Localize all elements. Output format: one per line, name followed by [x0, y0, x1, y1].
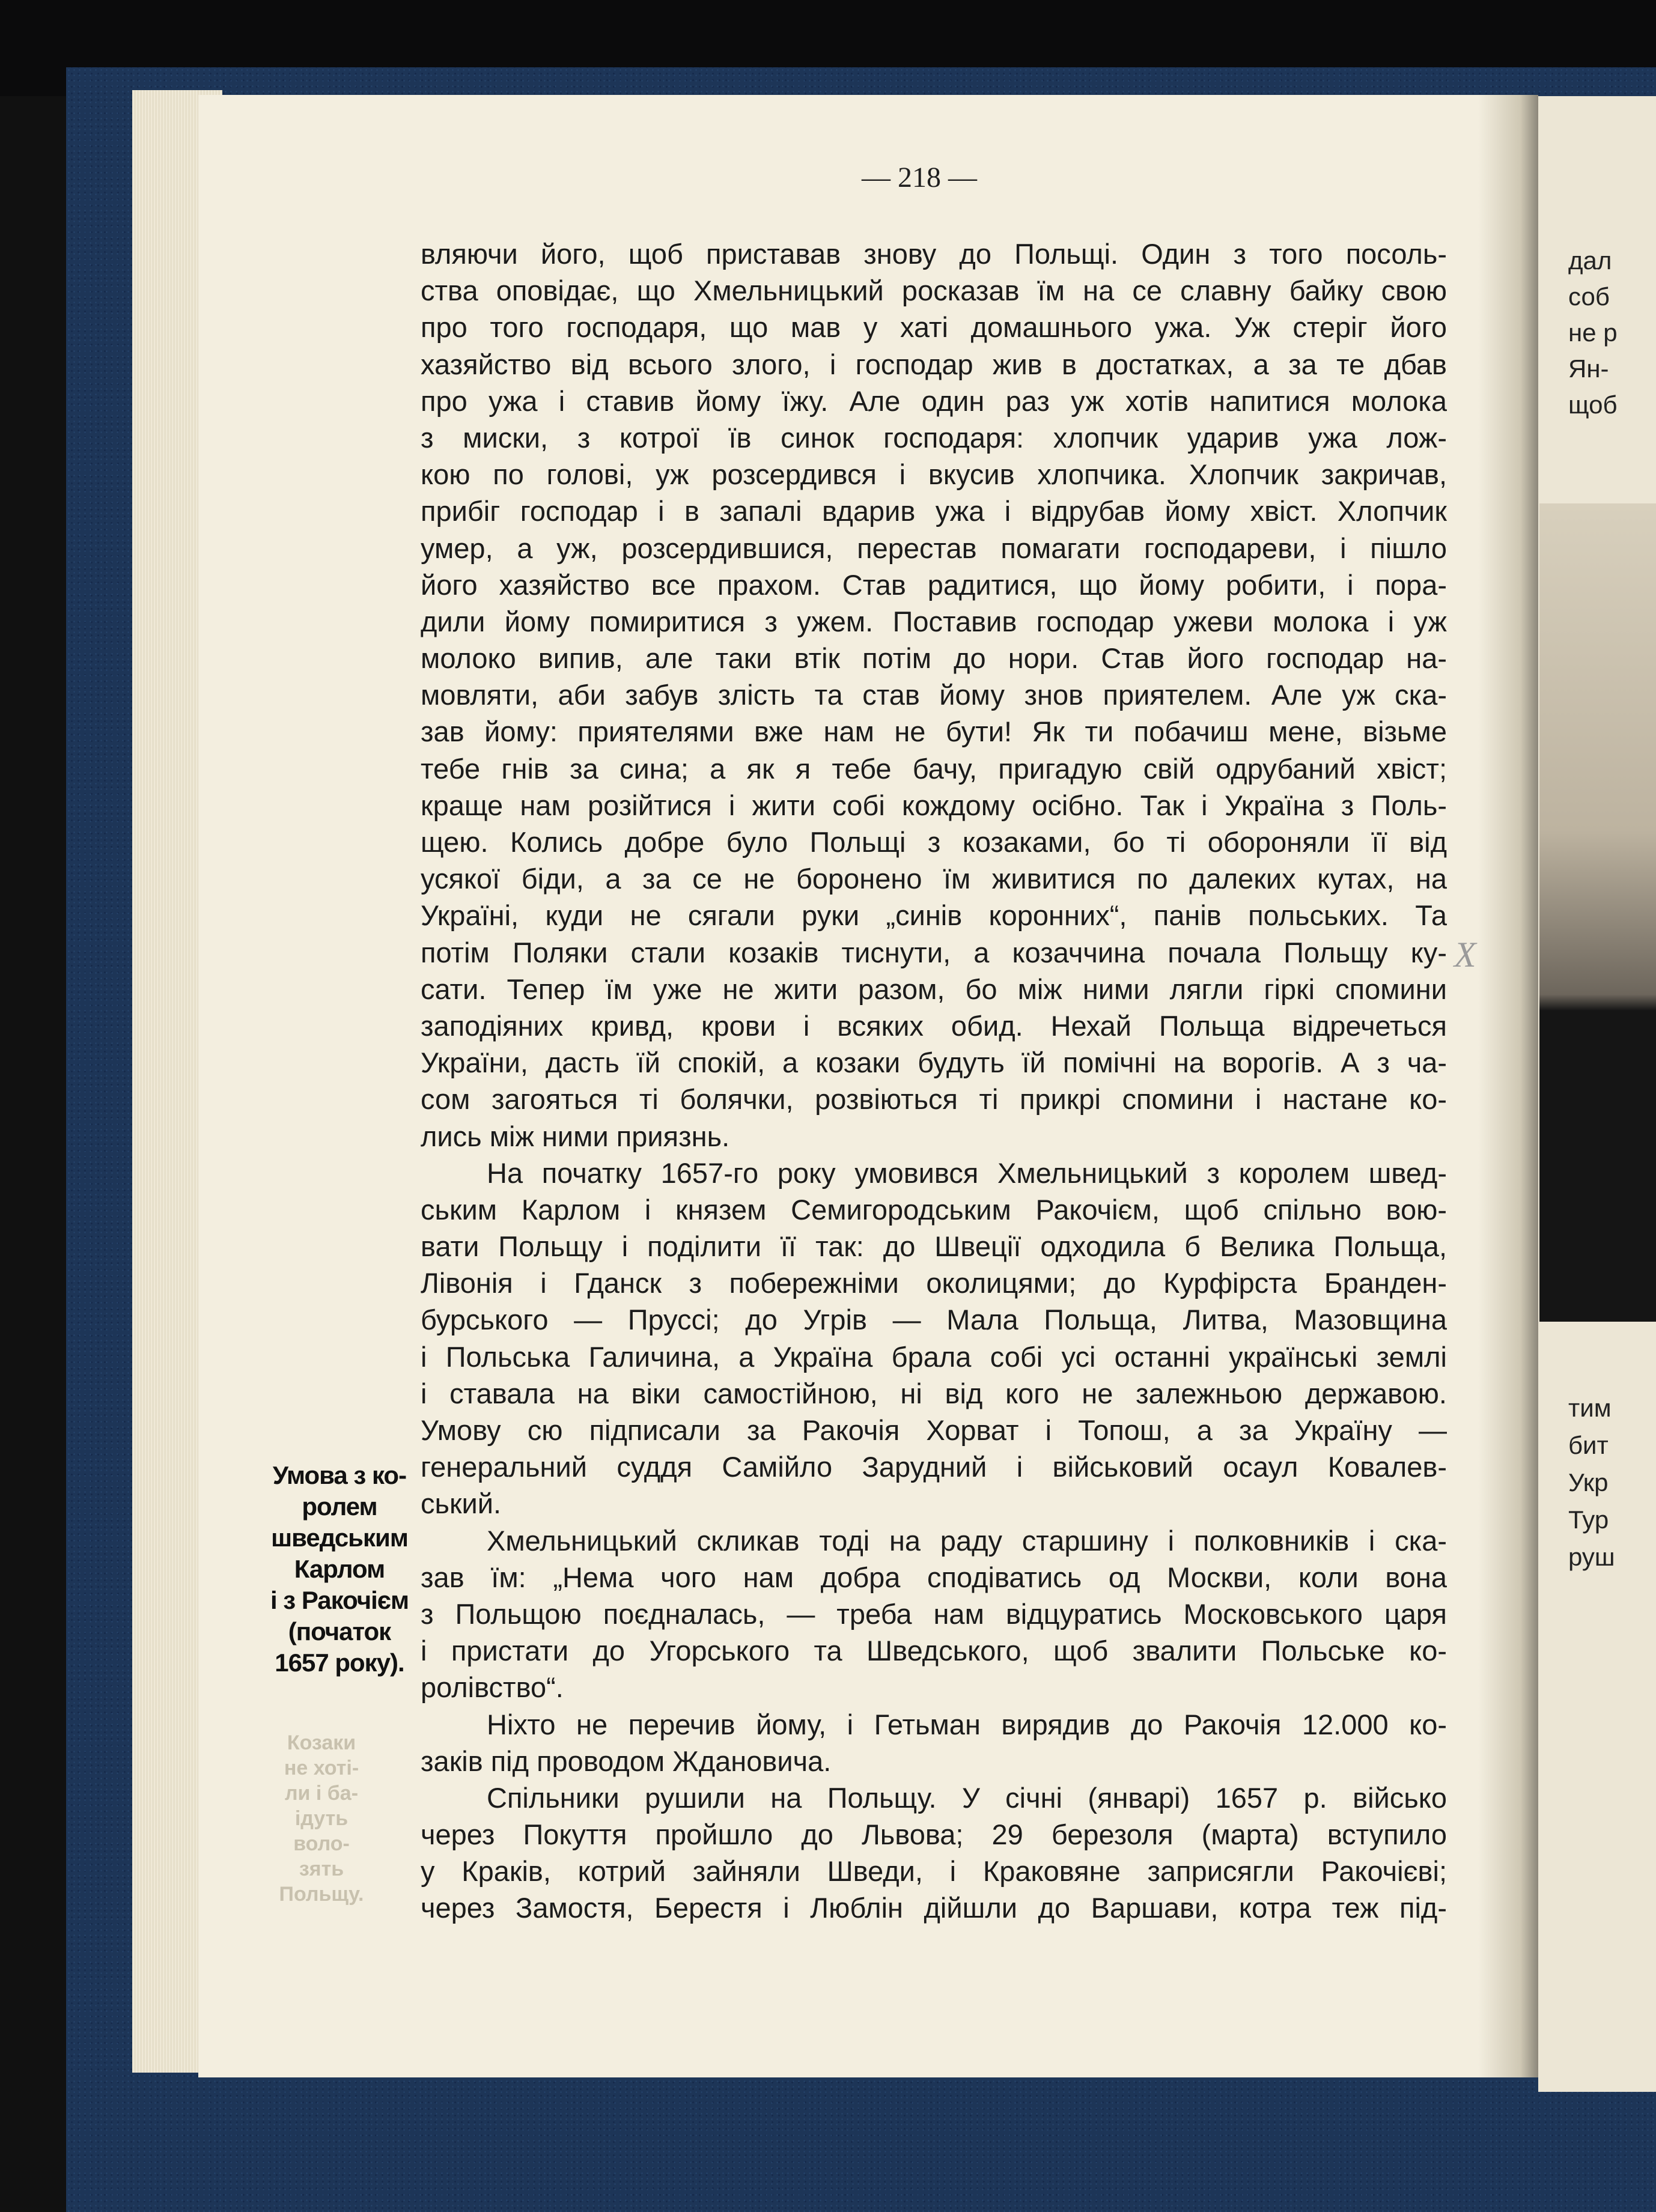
bleed-through-line: воло-: [293, 1832, 350, 1855]
text-line: і Польська Галичина, а Україна брала собі усі останні українські землі: [421, 1340, 1447, 1373]
margin-note: [264, 1460, 415, 1679]
text-line: через Замостя, Берестя і Люблін дійшли до Варшави, котра теж під-: [421, 1892, 1447, 1924]
margin-note-line: (початок: [288, 1617, 391, 1645]
margin-note-line: шведським: [271, 1524, 408, 1552]
right-page-line: не р: [1568, 318, 1618, 347]
text-line: На початку 1657-го року умовився Хмельницький з королем швед-: [487, 1156, 1447, 1189]
text-line: Лівонія і Гданск з побережніми околицями; до Курфірста Бранден-: [421, 1267, 1447, 1299]
text-line: про того господаря, що мав у хаті домашнього ужа. Уж стеріг його: [421, 311, 1447, 344]
text-line: тебе гнів за сина; а як я тебе бачу, пригадую свій одрубаний хвіст;: [421, 752, 1447, 785]
right-page-line: тим: [1568, 1394, 1612, 1422]
text-line: Ніхто не перечив йому, і Гетьман вирядив до Ракочія 12.000 ко-: [487, 1708, 1447, 1740]
text-line: України, дасть їй спокій, а козаки будуть їй помічні на ворогів. А з ча-: [421, 1047, 1447, 1079]
text-line: і пристати до Угорського та Шведського, щоб звалити Польське ко-: [421, 1635, 1447, 1667]
right-page-line: щоб: [1568, 390, 1618, 419]
text-line: лись між ними приязнь.: [421, 1120, 730, 1152]
text-line: Хмельницький скликав тоді на раду старшину і полковників і ска-: [487, 1524, 1447, 1557]
bleed-through-note: [252, 1730, 391, 1907]
text-line: щею. Колись добре було Польщі з козаками, бо ті обороняли її від: [421, 826, 1447, 858]
text-line: з миски, з котрої їв синок господаря: хлопчик ударив ужа лож-: [421, 421, 1447, 454]
right-page-line: Тур: [1568, 1506, 1609, 1534]
text-line: про ужа і ставив йому їжу. Але один раз уж хотів напитися молока: [421, 384, 1447, 417]
text-line: заподіяних кривд, крови і всяких обид. Нехай Польща відречеться: [421, 1009, 1447, 1042]
text-line: сом загояться ті болячки, розвіються ті прикрі спомини і настане ко-: [421, 1083, 1447, 1116]
text-line: вляючи його, щоб приставав знову до Польщі. Один з того посоль-: [421, 238, 1447, 270]
text-line: хазяйство від всього злого, і господар жив в достатках, а за те дбав: [421, 348, 1447, 380]
page-number: — 218 —: [862, 162, 977, 193]
right-page-line: бит: [1568, 1431, 1609, 1459]
text-line: Спільники рушили на Польщу. У січні (январі) 1657 р. військо: [487, 1781, 1447, 1814]
text-line: у Краків, котрий зайняли Шведи, і Краковяне заприсягли Ракочієві;: [421, 1855, 1447, 1888]
text-line: прибіг господар і в запалі вдарив ужа і відрубав йому хвіст. Хлопчик: [421, 495, 1447, 527]
text-line: молоко випив, але таки втік потім до нори. Став його господар на-: [421, 642, 1447, 675]
right-page-line: дал: [1568, 246, 1612, 275]
text-line: умер, а уж, розсердившися, перестав помагати господареви, і пішло: [421, 532, 1447, 564]
text-line: мовляти, аби забув злість та став йому знов приятелем. Але уж ска-: [421, 679, 1447, 711]
text-line: усякої біди, а за се не боронено їм живитися по далеких кутах, на: [421, 863, 1447, 895]
book-gutter: [1478, 95, 1538, 2077]
right-page-line: соб: [1568, 282, 1610, 311]
bleed-through-line: Козаки: [287, 1731, 356, 1754]
text-line: Умову сю підписали за Ракочія Хорват і Топош, а за Україну —: [421, 1414, 1447, 1446]
text-line: вати Польщу і поділити її так: до Швеції одходила б Велика Польща,: [421, 1230, 1447, 1263]
text-line: через Покуття пройшло до Львова; 29 березоля (марта) вступило: [421, 1819, 1447, 1851]
margin-note-line: ролем: [302, 1492, 377, 1521]
text-line: дили йому помиритися з ужем. Поставив господар ужеви молока і уж: [421, 605, 1447, 637]
right-page-illustration: [1539, 503, 1656, 1322]
right-page-line: руш: [1568, 1543, 1615, 1571]
bleed-through-line: Польщу.: [279, 1883, 364, 1906]
text-line: Україні, куди не сягали руки „синів коронних“, панів польських. Та: [421, 899, 1447, 932]
right-page-line: Ян-: [1568, 354, 1609, 383]
text-line: кою по голові, уж розсердився і вкусив хлопчика. Хлопчик закричав,: [421, 458, 1447, 491]
pencil-margin-mark: X: [1454, 935, 1476, 974]
text-line: з Польщою поєдналась, — треба нам відцуратись Московського царя: [421, 1597, 1447, 1630]
text-line: ський.: [421, 1487, 502, 1520]
text-line: зав йому: приятелями вже нам не бути! Як ти побачиш мене, візьме: [421, 716, 1447, 748]
text-line: сати. Тепер їм уже не жити разом, бо між ними лягли гіркі спомини: [421, 973, 1447, 1005]
text-line: заків під проводом Ждановича.: [421, 1745, 832, 1777]
margin-note-line: 1657 року).: [275, 1648, 404, 1677]
text-line: бурського — Пруссі; до Угрів — Мала Польща, Литва, Мазовщина: [421, 1304, 1447, 1336]
text-line: генеральний суддя Самійло Зарудний і військовий осаул Ковалев-: [421, 1451, 1447, 1483]
text-line: і ставала на віки самостійною, ні від кого не залежньою державою.: [421, 1377, 1447, 1409]
text-line: його хазяйство все прахом. Став радитися, що йому робити, і пора-: [421, 568, 1447, 601]
text-line: ства оповідає, що Хмельницький росказав їм на се славну байку свою: [421, 275, 1447, 307]
bleed-through-line: ли і ба-: [284, 1782, 359, 1805]
bleed-through-line: ідуть: [294, 1807, 349, 1830]
text-line: ським Карлом і князем Семигородським Ракочієм, щоб спільно вою-: [421, 1193, 1447, 1226]
bleed-through-line: зять: [299, 1858, 344, 1880]
body-text: [421, 235, 1447, 1927]
right-page-line: Укр: [1568, 1468, 1609, 1496]
margin-note-line: Умова з ко-: [272, 1461, 407, 1489]
text-line: ролівство“.: [421, 1671, 564, 1704]
text-line: потім Поляки стали козаків тиснути, а козаччина почала Польщу ку-: [421, 936, 1447, 968]
margin-note-line: Карлом: [294, 1555, 385, 1583]
bleed-through-line: не хоті-: [284, 1757, 359, 1779]
text-line: зав їм: „Нема чого нам добра сподіватись од Москви, коли вона: [421, 1561, 1447, 1593]
margin-note-line: і з Ракочієм: [270, 1586, 409, 1614]
text-line: краще нам розійтися і жити собі кождому осібно. Так і Україна з Поль-: [421, 789, 1447, 821]
